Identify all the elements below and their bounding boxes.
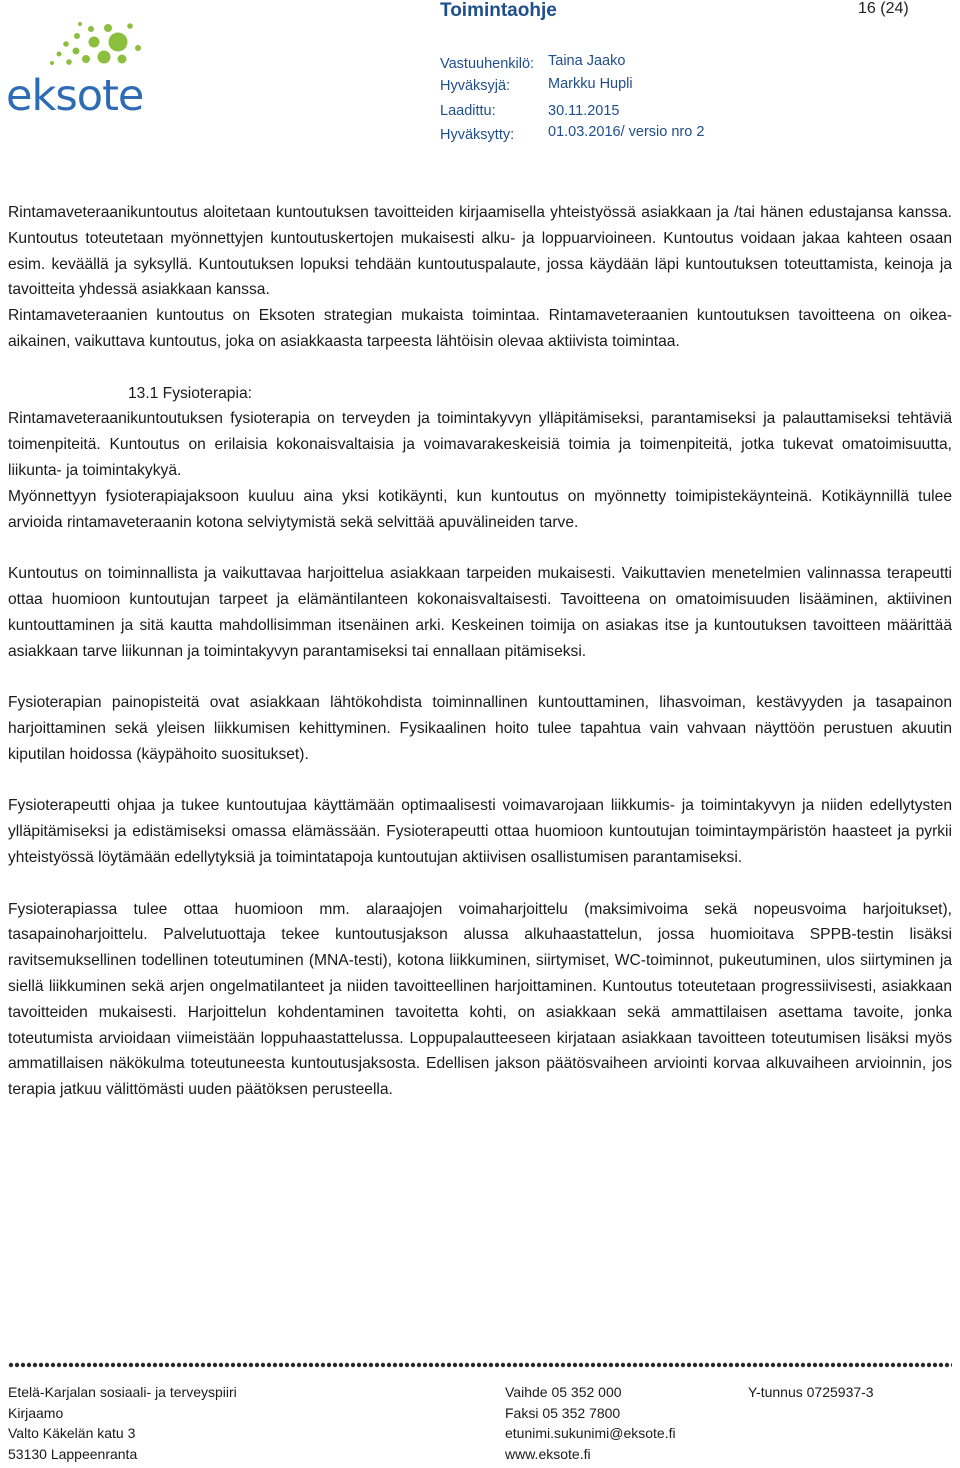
document-body — [8, 200, 952, 1103]
paragraph-5: Kuntoutus on toiminnallista ja vaikuttavaa harjoittelua asiakkaan tarpeiden mukaisesti. Vaikuttavien menetelmien valinnassa terapeutti ottaa huomioon kuntoutujan tarpeet ja elämäntilanteen kokonaisvaltaisesti. Tavoitteena on omatoimisuuden lisääminen, aktiivinen kuntouttaminen ja sitä kautta mahdollisimman itsenäinen arki. Keskeinen toimija on asiakas itse ja kuntoutuksen tavoitteen määrittää asiakkaan tarve liikunnan ja toimintakyvyn parantamiseksi tai ennallaan pitämiseksi. — [8, 565, 952, 660]
paragraph-4: Myönnettyyn fysioterapiajaksoon kuuluu aina yksi kotikäynti, kun kuntoutus on myönnetty toimipistekäynteinä. Kotikäynnillä tulee arvioida rintamaveteraanin kotona selviytymistä sekä selvittää apuvälineiden tarve. — [8, 487, 952, 531]
footer-divider — [8, 1362, 952, 1368]
section-heading: 13.1 Fysioterapia: — [128, 384, 252, 402]
document-title: Toimintaohje — [440, 0, 557, 21]
meta-label-approver: Hyväksyjä: — [440, 78, 511, 94]
paragraph-3: Rintamaveteraanikuntoutuksen fysioterapia on terveyden ja toimintakyvyn ylläpitämiseksi, parantamiseksi ja palauttamiseksi tehtäviä toimenpiteitä. Kuntoutus on erilaisia kokonaisvaltaisia ja voimavarakeskeisiä toimia ja toimenpiteitä, jotka tukevat omatoimisuutta, liikunta- ja toimintakykyä. — [8, 410, 952, 479]
paragraph-6: Fysioterapian painopisteitä ovat asiakkaan lähtökohdista toiminnallinen kuntouttaminen, lihasvoiman, kestävyyden ja tasapainon harjoittaminen sekä yleisen liikkumisen kehittyminen. Fysikaalinen hoito tulee tapahtua vain vahvaan näyttöön perustuen akuutin kiputilan hoidossa (käypähoito suositukset). — [8, 694, 952, 763]
footer-business-id — [748, 1382, 874, 1403]
meta-label-approved: Hyväksytty: — [440, 127, 515, 143]
footer-street: Valto Käkelän katu 3 — [8, 1425, 136, 1442]
meta-value-responsible: Taina Jaako — [548, 53, 626, 69]
footer-registry: Kirjaamo — [8, 1404, 64, 1421]
footer-website[interactable]: www.eksote.fi — [505, 1446, 591, 1463]
footer-email[interactable]: etunimi.sukunimi@eksote.fi — [505, 1425, 676, 1442]
paragraph-2: Rintamaveteraanien kuntoutus on Eksoten strategian mukaista toimintaa. Rintamaveteraanien kuntoutuksen tavoitteena on oikea-aikainen, vaikuttava kuntoutus, joka on asiakkaasta tarpeesta lähtöisin olevaa aktiivista toimintaa. — [8, 307, 952, 350]
paragraph-1: Rintamaveteraanikuntoutus aloitetaan kuntoutuksen tavoitteiden kirjaamisella yhteistyössä asiakkaan ja /tai hänen edustajansa kanssa. Kuntoutus toteutetaan myönnettyjen kuntoutuskertojen mukaisesti alku- ja loppuarvioineen. Kuntoutus voidaan jakaa kahteen osaan esim. keväällä ja syksyllä. Kuntoutuksen lopuksi tehdään kuntoutuspalaute, jossa käydään läpi kuntoutuksen toteuttamista, keinoja ja tavoitteita yhdessä asiakkaan kanssa. — [8, 204, 952, 299]
eksote-logo — [6, 22, 156, 122]
meta-value-approver: Markku Hupli — [548, 76, 633, 92]
svg-text:eksote: eksote — [6, 71, 144, 121]
footer-phone: Vaihde 05 352 000 — [505, 1384, 622, 1400]
paragraph-8: Fysioterapiassa tulee ottaa huomioon mm. alaraajojen voimaharjoittelu (maksimivoima sekä nopeusvoima harjoitukset), tasapainoharjoittelu. Palvelutuottaja tekee kuntoutusjakson alussa alkuhaastattelun, jossa huomioitava SPPB-testin lisäksi ravitsemuksellinen todellinen toteutuminen (MNA-testi), kotona liikkuminen, siirtymiset, WC-toiminnot, pukeutuminen, ulos siirtyminen ja siellä liikkuminen sekä arjen ongelmatilanteet ja niiden tavoitteellinen harjoittaminen. Kuntoutus toteutetaan progressiivisesti, asiakkaan tavoitteiden mukaisesti. Harjoittelun kohdentaminen tavoitetta kohti, on asiakkaan sekä ammattilaisen asettama tavoite, jonka toteutumista arvioidaan viimeistään loppuhaastattelussa. Loppupalautteeseen kirjataan asiakkaan tavoitteen toteutumisen lisäksi myös ammatillaisen näkökulma toteutuneesta kuntoutusjaksosta. Edellisen jakson päätösvaiheen arviointi korvaa alkuvaiheen arvioinnin, jos terapia jatkuu välittömästi uuden päätöksen perusteella. — [8, 900, 952, 1099]
footer-contact — [505, 1382, 676, 1465]
footer-fax: Faksi 05 352 7800 — [505, 1404, 621, 1421]
meta-value-approved: 01.03.2016/ versio nro 2 — [548, 124, 705, 140]
meta-value-created: 30.11.2015 — [548, 103, 620, 119]
footer-org-name: Etelä-Karjalan sosiaali- ja terveyspiiri — [8, 1384, 237, 1400]
footer-business-id-text: Y-tunnus 0725937-3 — [748, 1384, 874, 1400]
page-number: 16 (24) — [858, 0, 909, 17]
logo-mark-icon — [6, 22, 156, 122]
paragraph-7: Fysioterapeutti ohjaa ja tukee kuntoutujaa käyttämään optimaalisesti voimavarojaan liikkumis- ja toimintakyvyn ja niiden edellytysten ylläpitämiseksi ja edistämiseksi omassa elämässään. Fysioterapeutti ottaa huomioon kuntoutujan toimintaympäristön haasteet ja pyrkii yhteistyössä löytämään edellytyksiä ja toimintatapoja kuntoutujan aktiivisen osallistumisen parantamiseksi. — [8, 797, 952, 866]
meta-label-responsible: Vastuuhenkilö: — [440, 56, 535, 72]
footer-city: 53130 Lappeenranta — [8, 1446, 138, 1463]
meta-label-created: Laadittu: — [440, 103, 496, 119]
footer-address — [8, 1382, 237, 1465]
